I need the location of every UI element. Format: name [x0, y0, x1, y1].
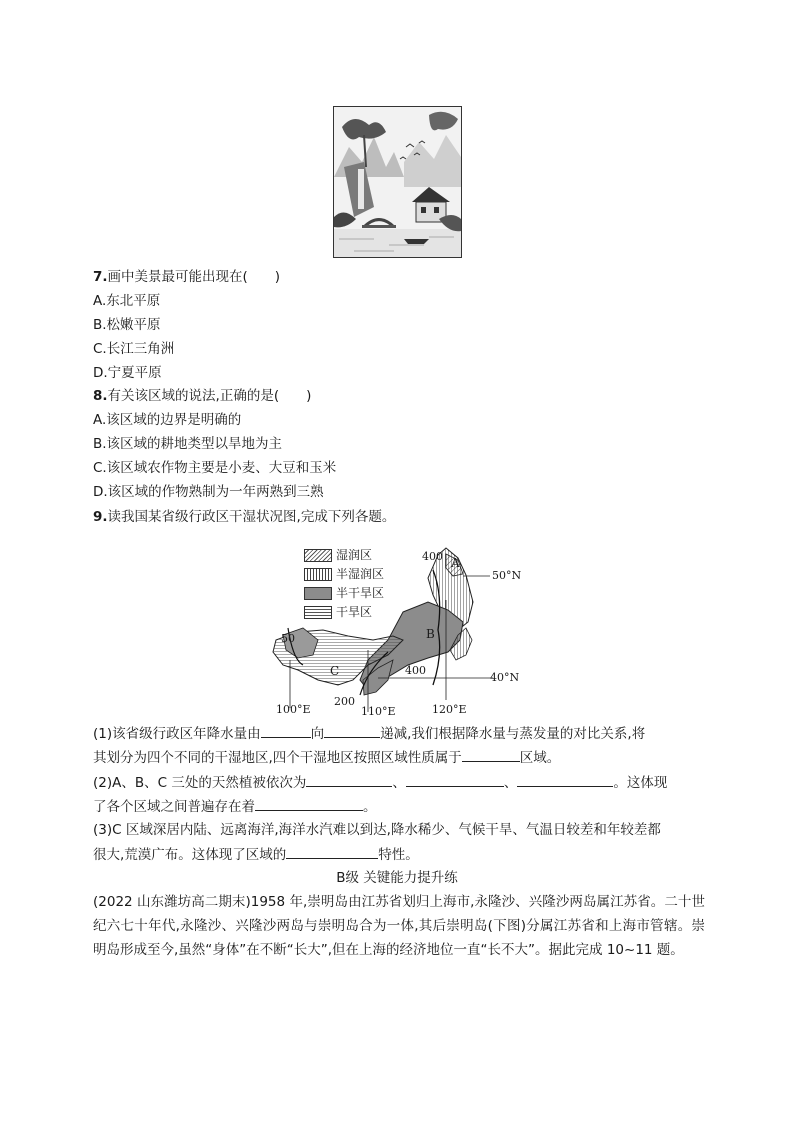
answer-blank[interactable] — [306, 772, 392, 787]
map-svg — [268, 540, 528, 720]
region-c-label: C — [330, 664, 340, 678]
legend-arid: 干旱区 — [304, 605, 372, 619]
region-b-label: B — [426, 627, 435, 641]
q7-option-a: A.东北平原 — [93, 293, 161, 309]
q9-sub1-line2: 其划分为四个不同的干湿地区,四个干湿地区按照区域性质属于 区域。 — [93, 747, 560, 768]
answer-blank[interactable] — [261, 723, 311, 738]
lon-120e: 120°E — [432, 703, 467, 716]
q9-sub2-line2: 了各个区域之间普遍存在着 。 — [93, 796, 377, 817]
question-number: 8. — [93, 388, 108, 404]
q9-sub2-line1: (2)A、B、C 三处的天然植被依次为 、 、 。这体现 — [93, 772, 667, 793]
q7-option-b: B.松嫩平原 — [93, 317, 161, 333]
question-8-stem: 8.有关该区域的说法,正确的是( ) — [93, 388, 312, 404]
answer-blank[interactable] — [517, 772, 613, 787]
lon-110e: 110°E — [361, 705, 396, 718]
q9-sub3-line2: 很大,荒漠广布。这体现了区域的 特性。 — [93, 844, 419, 865]
answer-blank[interactable] — [462, 747, 520, 762]
answer-blank[interactable] — [324, 723, 380, 738]
question-9-stem: 9.读我国某省级行政区干湿状况图,完成下列各题。 — [93, 509, 396, 525]
q9-sub1-line1: (1)该省级行政区年降水量由 向 递减,我们根据降水量与蒸发量的对比关系,将 — [93, 723, 645, 744]
region-a-label: A — [451, 556, 460, 570]
legend-humid: 湿润区 — [304, 548, 372, 562]
answer-blank[interactable] — [406, 772, 504, 787]
isoline-50: 50 — [281, 632, 295, 645]
ink-painting-image — [333, 106, 462, 258]
q8-option-c: C.该区域农作物主要是小麦、大豆和玉米 — [93, 460, 337, 476]
passage-text: (2022 山东潍坊高二期末)1958 年,崇明岛由江苏省划归上海市,永隆沙、兴隆沙两岛属江苏省。二十世纪六七十年代,永隆沙、兴隆沙两岛与崇明岛合为一体,其后崇明岛(下图)分属江苏省和上海市管辖。崇明岛形成至今,虽然“身体”在不断“长大”,但在上海的经济地位一直“长不大”。据此完成 10~11 题。 — [93, 894, 705, 958]
q9-sub3-line1: (3)C 区域深居内陆、远离海洋,海洋水汽难以到达,降水稀少、气候干旱、气温日较差和年较差都 — [93, 822, 661, 838]
question-number: 9. — [93, 509, 108, 525]
q8-option-b: B.该区域的耕地类型以旱地为主 — [93, 436, 283, 452]
isoline-200: 200 — [334, 695, 355, 708]
section-title: B级 关键能力提升练 — [336, 870, 458, 886]
isoline-400-top: 400 — [422, 550, 443, 563]
lat-40n: 40°N — [490, 671, 520, 684]
lon-100e: 100°E — [276, 703, 311, 716]
legend-semi-humid: 半湿润区 — [304, 567, 384, 581]
landscape-illustration — [334, 107, 461, 257]
question-number: 7. — [93, 269, 108, 285]
q7-option-d: D.宁夏平原 — [93, 365, 162, 381]
dry-wet-map — [268, 540, 528, 720]
q7-option-c: C.长江三角洲 — [93, 341, 175, 357]
q8-option-d: D.该区域的作物熟制为一年两熟到三熟 — [93, 484, 324, 500]
answer-blank[interactable] — [255, 796, 363, 811]
answer-blank[interactable] — [286, 844, 378, 859]
legend-semi-arid: 半干旱区 — [304, 586, 384, 600]
lat-50n: 50°N — [492, 569, 522, 582]
isoline-400-mid: 400 — [405, 664, 426, 677]
question-7-stem: 7.画中美景最可能出现在( ) — [93, 269, 281, 285]
q8-option-a: A.该区域的边界是明确的 — [93, 412, 242, 428]
